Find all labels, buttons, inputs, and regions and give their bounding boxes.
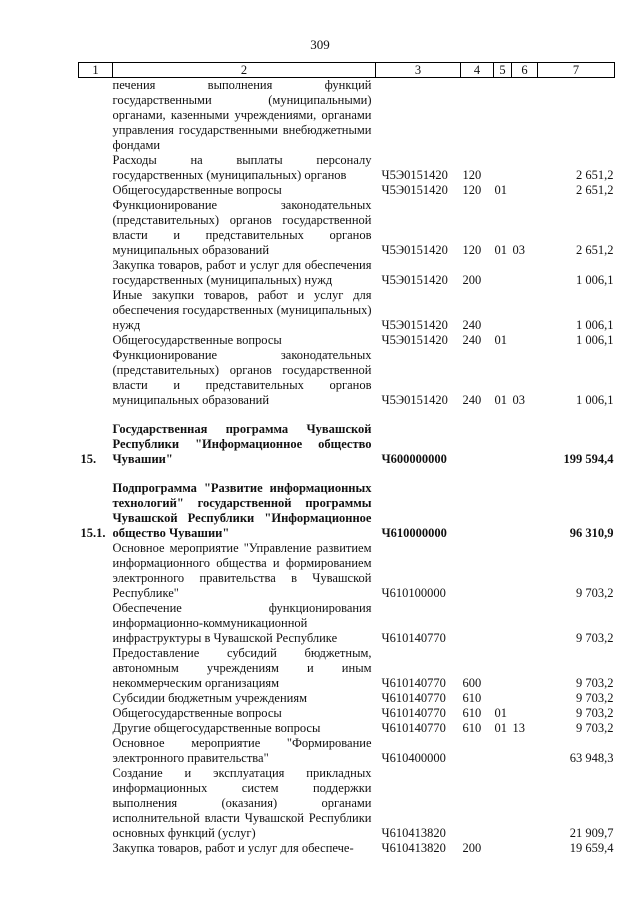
- table-row: [79, 646, 615, 691]
- table-row: [79, 481, 615, 541]
- table-row: [79, 78, 615, 154]
- subsection: [512, 841, 538, 856]
- row-name: Общегосударственные вопросы: [112, 333, 282, 347]
- amount: 9 703,2: [576, 631, 614, 645]
- row-name: Подпрограмма "Развитие информационных технологий" государственной программы Чувашской Республики "Информационное общество Чувашии": [112, 481, 372, 540]
- header-col-7: 7: [538, 63, 615, 78]
- spacer-cell: [79, 408, 615, 422]
- table-row: [79, 706, 615, 721]
- row-number: [79, 333, 113, 348]
- section: [494, 646, 512, 691]
- section: [494, 841, 512, 856]
- target-code: Ч610100000: [381, 586, 446, 600]
- table-row: [79, 258, 615, 288]
- row-number: [79, 721, 113, 736]
- row-number: [79, 258, 113, 288]
- table-body: [79, 78, 615, 857]
- section: [494, 481, 512, 541]
- target-code: Ч610140770: [381, 676, 446, 690]
- expense-type: [461, 601, 494, 646]
- expense-type: 610: [462, 721, 482, 735]
- table-row: [79, 541, 615, 601]
- row-name: Общегосударственные вопросы: [112, 183, 282, 197]
- expense-type: [461, 766, 494, 841]
- row-name: Обеспечение функционирования информационно-коммуникационной инфраструктуры в Чувашской Республике: [112, 601, 372, 645]
- table-row: [79, 841, 615, 856]
- expense-type: [461, 78, 494, 154]
- subsection: 03: [512, 243, 525, 257]
- expense-type: 120: [462, 168, 482, 182]
- target-code: Ч610400000: [381, 751, 446, 765]
- expense-type: [461, 422, 494, 467]
- table-row: [79, 153, 615, 183]
- section: [494, 422, 512, 467]
- table-header: [79, 63, 615, 78]
- row-number: [79, 78, 113, 154]
- row-name: Функционирование законодательных (представительных) органов государственной власти и представительных органов муниципальных образований: [112, 198, 372, 257]
- target-code: Ч5Э0151420: [381, 333, 448, 347]
- target-code: Ч5Э0151420: [381, 168, 448, 182]
- section: [494, 736, 512, 766]
- table-row: [79, 766, 615, 841]
- row-number: [79, 153, 113, 183]
- row-number: [79, 348, 113, 408]
- header-col-4: 4: [461, 63, 494, 78]
- amount: 1 006,1: [576, 333, 614, 347]
- amount: 199 594,4: [563, 452, 614, 466]
- table-row: [79, 183, 615, 198]
- subsection: [512, 183, 538, 198]
- target-code: Ч610140770: [381, 721, 446, 735]
- subsection: [512, 481, 538, 541]
- expense-type: 600: [462, 676, 482, 690]
- expense-type: 120: [462, 243, 482, 257]
- row-number: [79, 288, 113, 333]
- target-code: Ч5Э0151420: [381, 393, 448, 407]
- section: [494, 601, 512, 646]
- row-number: [79, 646, 113, 691]
- amount: 96 310,9: [569, 526, 614, 540]
- budget-table: [78, 62, 615, 856]
- row-name: Государственная программа Чувашской Республики "Информационное общество Чувашии": [112, 422, 372, 466]
- section: 01: [494, 721, 507, 735]
- table-row: [79, 288, 615, 333]
- subsection: [512, 601, 538, 646]
- amount: 2 651,2: [576, 168, 614, 182]
- row-name: Закупка товаров, работ и услуг для обеспечения государственных (муниципальных) нужд: [112, 258, 372, 287]
- header-col-6: 6: [512, 63, 538, 78]
- row-name: Предоставление субсидий бюджетным, автономным учреждениям и иным некоммерческим организациям: [112, 646, 372, 690]
- target-code: Ч610140770: [381, 706, 446, 720]
- expense-type: 240: [462, 393, 482, 407]
- section: [494, 78, 512, 154]
- subsection: [512, 646, 538, 691]
- target-code: Ч610140770: [381, 631, 446, 645]
- subsection: [512, 736, 538, 766]
- section: [494, 766, 512, 841]
- row-number: [79, 841, 113, 856]
- section: 01: [494, 243, 507, 257]
- row-name: Другие общегосударственные вопросы: [112, 721, 321, 735]
- amount: 63 948,3: [569, 751, 614, 765]
- row-number: [79, 691, 113, 706]
- expense-type: [461, 736, 494, 766]
- subsection: [512, 258, 538, 288]
- row-number: [79, 736, 113, 766]
- row-name: Иные закупки товаров, работ и услуг для обеспечения государственных (муниципальных) нужд: [112, 288, 372, 332]
- subsection: [512, 153, 538, 183]
- table-row: [79, 198, 615, 258]
- amount: 19 659,4: [569, 841, 614, 855]
- table-row: [79, 601, 615, 646]
- section: [494, 288, 512, 333]
- row-number: 15.: [80, 452, 97, 466]
- row-name: Субсидии бюджетным учреждениям: [112, 691, 308, 705]
- target-code: Ч610000000: [381, 526, 447, 540]
- expense-type: 200: [462, 273, 482, 287]
- row-name: печения выполнения функций государственными (муниципальными) органами, казенными учреждениями, органами управления государственными внебюджетными фондами: [112, 78, 372, 152]
- row-name: Расходы на выплаты персоналу государственных (муниципальных) органов: [112, 153, 372, 182]
- expense-type: 610: [462, 706, 482, 720]
- header-col-2: 2: [113, 63, 376, 78]
- subsection: [512, 766, 538, 841]
- row-name: Общегосударственные вопросы: [112, 706, 282, 720]
- section: [494, 541, 512, 601]
- amount: 9 703,2: [576, 706, 614, 720]
- expense-type: [461, 481, 494, 541]
- subsection: [512, 691, 538, 706]
- subsection: 03: [512, 393, 525, 407]
- target-code: Ч5Э0151420: [381, 318, 448, 332]
- target-code: Ч610413820: [381, 826, 446, 840]
- target-code: Ч5Э0151420: [381, 243, 448, 257]
- row-number: [79, 183, 113, 198]
- amount: 9 703,2: [576, 691, 614, 705]
- row-number: [79, 541, 113, 601]
- table-row: [79, 333, 615, 348]
- row-spacer: [79, 408, 615, 422]
- header-col-5: 5: [494, 63, 512, 78]
- expense-type: 240: [462, 318, 482, 332]
- table-row: [79, 736, 615, 766]
- row-number: [79, 198, 113, 258]
- section: 01: [494, 393, 507, 407]
- row-name: Создание и эксплуатация прикладных информационных систем поддержки выполнения (оказания) органами исполнительной власти Чувашской Республики основных функций (услуг): [112, 766, 372, 840]
- row-name: Основное мероприятие "Управление развитием информационного общества и формированием электронного правительства в Чувашской Республике": [112, 541, 372, 600]
- row-name: Закупка товаров, работ и услуг для обеспече-: [112, 841, 354, 855]
- target-code: Ч5Э0151420: [381, 183, 448, 197]
- amount: 1 006,1: [576, 273, 614, 287]
- subsection: [512, 422, 538, 467]
- section: 01: [494, 706, 507, 720]
- row-name: Функционирование законодательных (представительных) органов государственной власти и представительных органов муниципальных образований: [112, 348, 372, 407]
- table-row: [79, 691, 615, 706]
- page-number: 309: [310, 37, 330, 52]
- row-spacer: [79, 467, 615, 481]
- amount: 9 703,2: [576, 676, 614, 690]
- subsection: 13: [512, 721, 525, 735]
- table-row: [79, 422, 615, 467]
- expense-type: 200: [462, 841, 482, 855]
- spacer-cell: [79, 467, 615, 481]
- expense-type: 120: [462, 183, 482, 197]
- section: [494, 691, 512, 706]
- target-code: Ч610413820: [381, 841, 446, 855]
- row-name: Основное мероприятие "Формирование электронного правительства": [112, 736, 372, 765]
- section: [494, 153, 512, 183]
- row-number: 15.1.: [80, 526, 106, 540]
- amount: 2 651,2: [576, 183, 614, 197]
- amount: [538, 78, 615, 154]
- target-code: Ч5Э0151420: [381, 273, 448, 287]
- subsection: [512, 541, 538, 601]
- section: [494, 258, 512, 288]
- section: 01: [494, 183, 507, 197]
- target-code: [376, 78, 461, 154]
- amount: 9 703,2: [576, 586, 614, 600]
- subsection: [512, 333, 538, 348]
- header-col-3: 3: [376, 63, 461, 78]
- subsection: [512, 288, 538, 333]
- amount: 2 651,2: [576, 243, 614, 257]
- table-row: [79, 348, 615, 408]
- expense-type: [461, 541, 494, 601]
- table-row: [79, 721, 615, 736]
- row-number: [79, 766, 113, 841]
- amount: 1 006,1: [576, 318, 614, 332]
- expense-type: 240: [462, 333, 482, 347]
- amount: 21 909,7: [569, 826, 614, 840]
- row-number: [79, 706, 113, 721]
- subsection: [512, 78, 538, 154]
- expense-type: 610: [462, 691, 482, 705]
- amount: 9 703,2: [576, 721, 614, 735]
- target-code: Ч610140770: [381, 691, 446, 705]
- amount: 1 006,1: [576, 393, 614, 407]
- subsection: [512, 706, 538, 721]
- row-number: [79, 601, 113, 646]
- header-col-1: 1: [79, 63, 113, 78]
- section: 01: [494, 333, 507, 347]
- target-code: Ч600000000: [381, 452, 447, 466]
